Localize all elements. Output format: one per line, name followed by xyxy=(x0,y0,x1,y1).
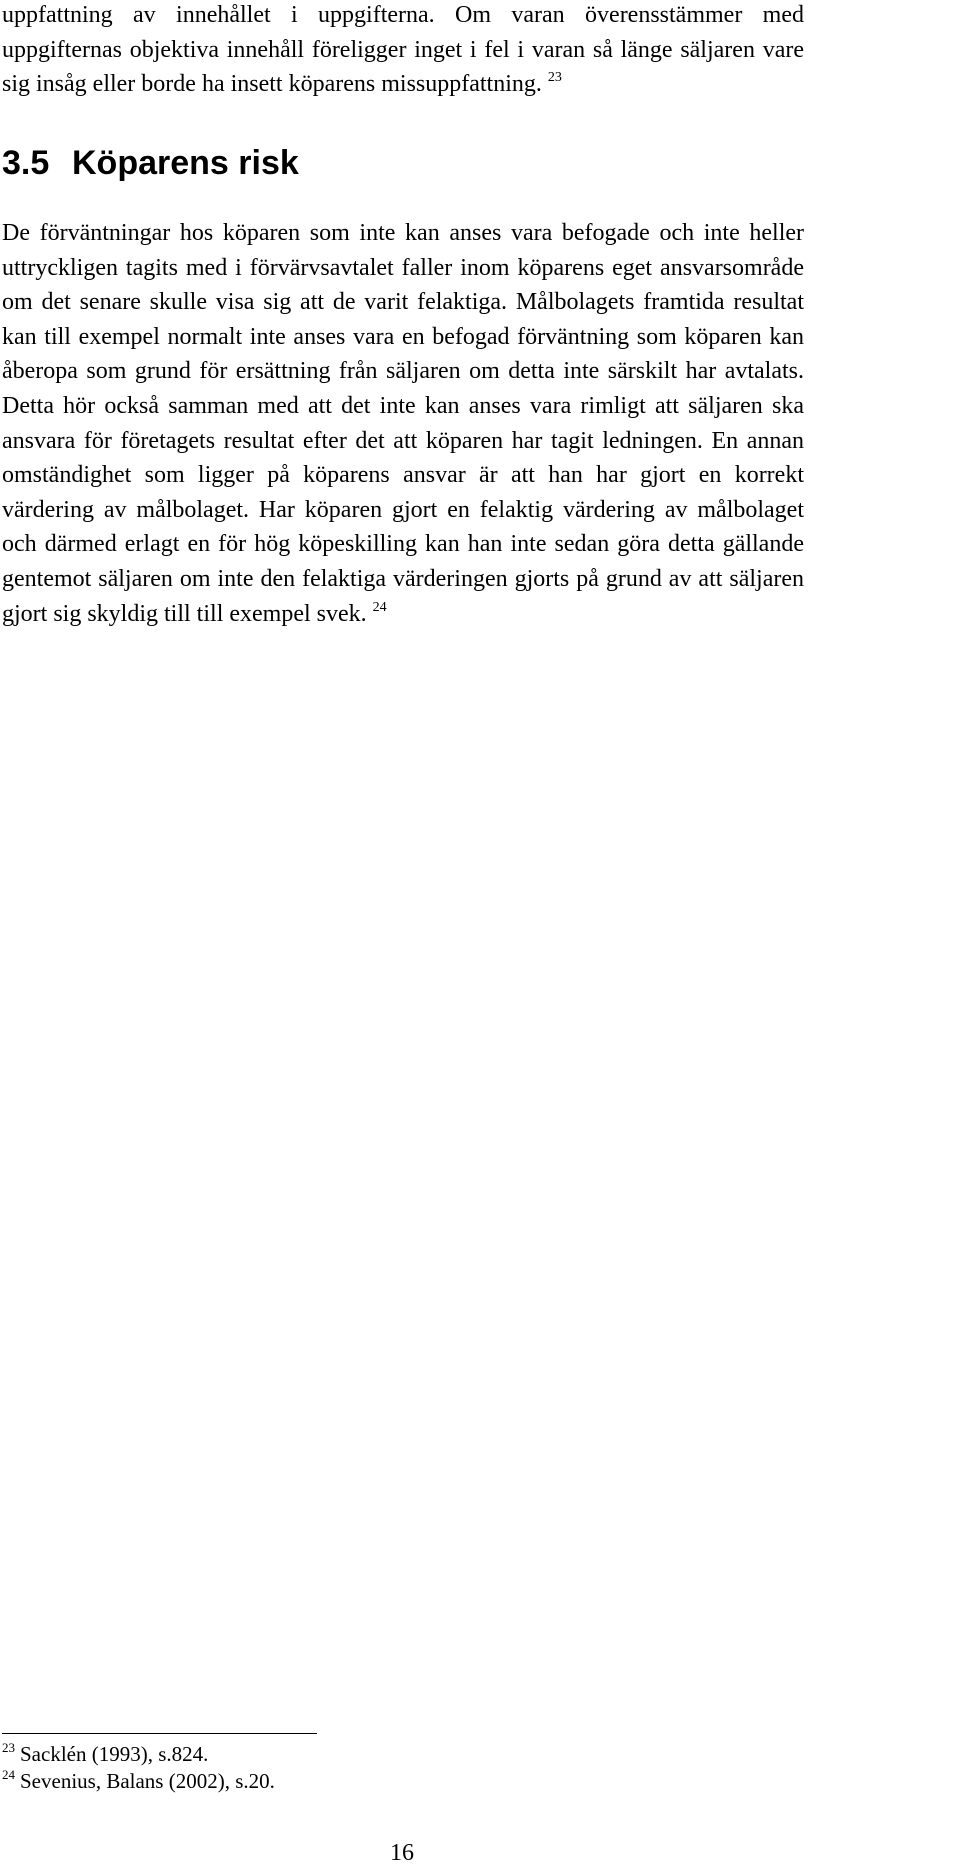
footnote-reference: 23 xyxy=(547,70,562,86)
footnote-reference: 24 xyxy=(372,599,387,615)
section-heading xyxy=(2,140,299,186)
footnote-item xyxy=(2,1768,275,1795)
body-paragraph-text: De förväntningar hos köparen som inte kan anses vara befogade och inte heller uttryckligen tagits med i förvärvsavtalet faller inom köparens eget ansvarsområde om det senare skulle visa sig att de varit felaktiga. Målbolagets framtida resultat kan till exempel normalt inte anses vara en befogad förväntning som köparen kan åberopa som grund för ersättning från säljaren om detta inte särskilt har avtalats. Detta hör också samman med att det inte kan anses vara rimligt att säljaren ska ansvara för företagets resultat efter det att köparen har tagit ledningen. En annan omständighet som ligger på köparens ansvar är att han har gjort en korrekt värdering av målbolaget. Har köparen gjort en felaktig värdering av målbolaget och därmed erlagt en för hög köpeskilling kan han inte sedan göra detta gällande gentemot säljaren om inte den felaktiga värderingen gjorts på grund av att säljaren gjort sig skyldig till till exempel svek. xyxy=(2,220,804,627)
footnotes xyxy=(2,1741,275,1795)
footnote-text: Sevenius, Balans (2002), s.20. xyxy=(20,1769,275,1793)
footnote-number: 24 xyxy=(2,1767,15,1782)
footnote-separator xyxy=(2,1733,317,1734)
footnote-text: Sacklén (1993), s.824. xyxy=(20,1742,209,1766)
footnote-number: 23 xyxy=(2,1740,15,1755)
continued-paragraph-text: uppfattning av innehållet i uppgifterna. Om varan överensstämmer med uppgifternas objektiva innehåll föreligger inget i fel i varan så länge säljaren vare sig insåg eller borde ha insett köparens missuppfattning. xyxy=(2,2,804,98)
page-number: 16 xyxy=(390,1840,414,1866)
footnote-item xyxy=(2,1741,275,1768)
continued-paragraph xyxy=(2,0,804,102)
section-title: Köparens risk xyxy=(72,144,299,182)
body-paragraph xyxy=(2,216,804,631)
section-number: 3.5 xyxy=(2,144,50,182)
